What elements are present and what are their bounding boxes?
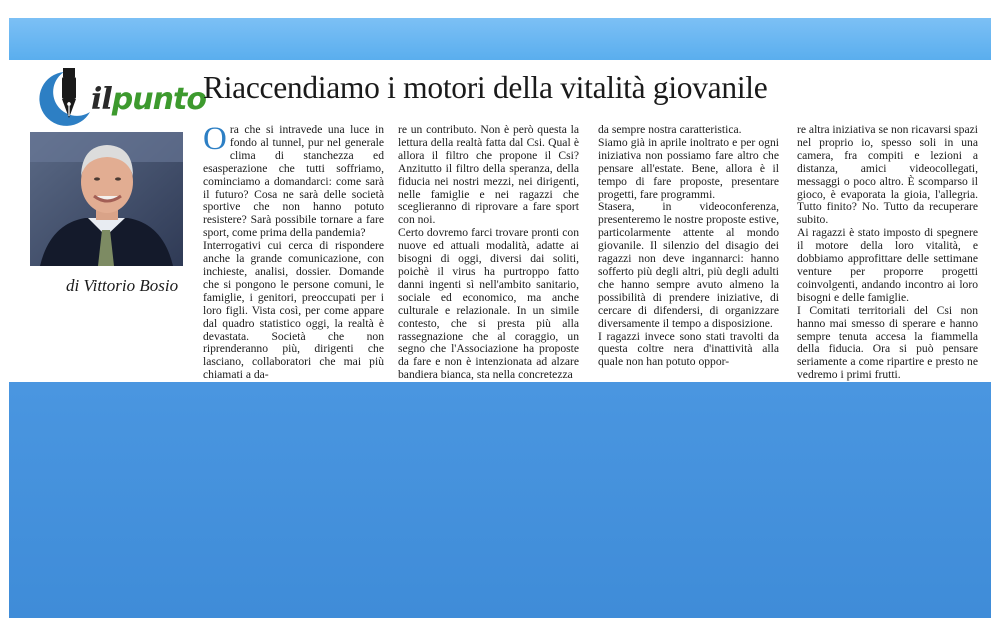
paragraph: Stasera, in videoconferenza, presenteremo le nostre proposte estive, particolarmente attente al mondo giovanile. Il silenzio del disagio dei ragazzi non deve ingannarci: hanno sofferto più degli altri, più degli adulti che hanno sempre avuto almeno la possibilità di prendere iniziative, di cercare di difendersi, di organizzare diversamente il tempo a disposizione. <box>598 200 779 330</box>
paragraph <box>203 121 384 240</box>
author-photo <box>30 132 183 266</box>
article-column-3 <box>598 124 779 369</box>
paragraph: Siamo già in aprile inoltrato e per ogni iniziativa non possiamo fare altro che pensare all'estate. Bene, allora è il tempo di fare proposte, presentare progetti, fare programmi. <box>598 135 779 201</box>
headline: Riaccendiamo i motori della vitalità giovanile <box>203 70 768 105</box>
paragraph: Interrogativi cui cerca di rispondere anche la grande comunicazione, con inchieste, analisi, dossier. Domande che si pongono le persone comuni, le famiglie, i genitori, preoccupati per i loro figli. Vista così, per come appare dal quadro statistico oggi, la realtà è devastata. Società che non riprenderanno più, dirigenti che lasciano, collaboratori che mai più chiamati a da- <box>203 239 384 382</box>
paragraph: Certo dovremo farci trovare pronti con nuove ed attuali modalità, adatte ai bisogni di oggi, diversi dai soliti, poichè il virus ha purtroppo fatto danni ingenti sì nell'ambito sanitario, sociale ed economico, ma anche culturale e relazionale. In un simile contesto, che si presta più alla rassegnazione che al coraggio, un segno che l'Associazione ha proposte da fare e non è intenzionata ad alzare bandiera bianca, sta nella concretezza <box>398 226 579 382</box>
paragraph: da sempre nostra caratteristica. <box>598 123 742 136</box>
article-column-1 <box>203 121 384 382</box>
paragraph: Ai ragazzi è stato imposto di spegnere il motore della loro vitalità, e dobbiamo approfittare delle settimane venture per proporre progetti coinvolgenti, andando incontro ai loro bisogni e delle famiglie. <box>797 226 978 304</box>
logo-prefix: il <box>91 82 112 117</box>
article-column-4 <box>797 124 978 382</box>
paragraph: I Comitati territoriali del Csi non hanno mai smesso di sperare e hanno sempre tenuta accesa la fiammella della fiducia. Ora si può pensare seriamente a come ripartire e presto ne vedremo i primi frutti. <box>797 303 978 382</box>
top-band <box>9 18 991 60</box>
paragraph: I ragazzi invece sono stati travolti da questa coltre nera d'inattività alla quale non han potuto oppor- <box>598 329 779 369</box>
logo-word: punto <box>111 82 206 117</box>
article-column-2 <box>398 124 579 382</box>
bottom-panel <box>9 382 991 618</box>
logo-wordmark <box>91 82 206 117</box>
byline: di Vittorio Bosio <box>66 276 179 295</box>
drop-cap: O <box>203 121 227 157</box>
paragraph: re altra iniziativa se non ricavarsi spazi nel proprio io, spesso soli in una camera, fra compiti e lezioni a distanza, amici videocollegati, messaggi o poco altro. È scomparso il gioco, è evaporata la gioia, l'allegria. Tutto finito? No. Tutto da recuperare subito. <box>797 123 978 227</box>
paragraph: re un contributo. Non è però questa la lettura della realtà fatta dal Csi. Qual è allora il filtro che propone il Csi? Anzitutto il filtro della speranza, della fiducia nei nostri mezzi, nei dirigenti, nelle famiglie e nei ragazzi che sceglieranno di riprovare a fare sport con noi. <box>398 123 579 227</box>
paragraph-text: ra che si intravede una luce in fondo al tunnel, pur nel generale clima di stanchezza ed esasperazione che tutti soffriamo, cominciamo a domandarci: come sarà il futuro? Cosa ne sarà delle società sportive che non hanno potuto resistere? Sarà possibile tornare a fare sport, come prima della pandemia? <box>203 123 384 240</box>
